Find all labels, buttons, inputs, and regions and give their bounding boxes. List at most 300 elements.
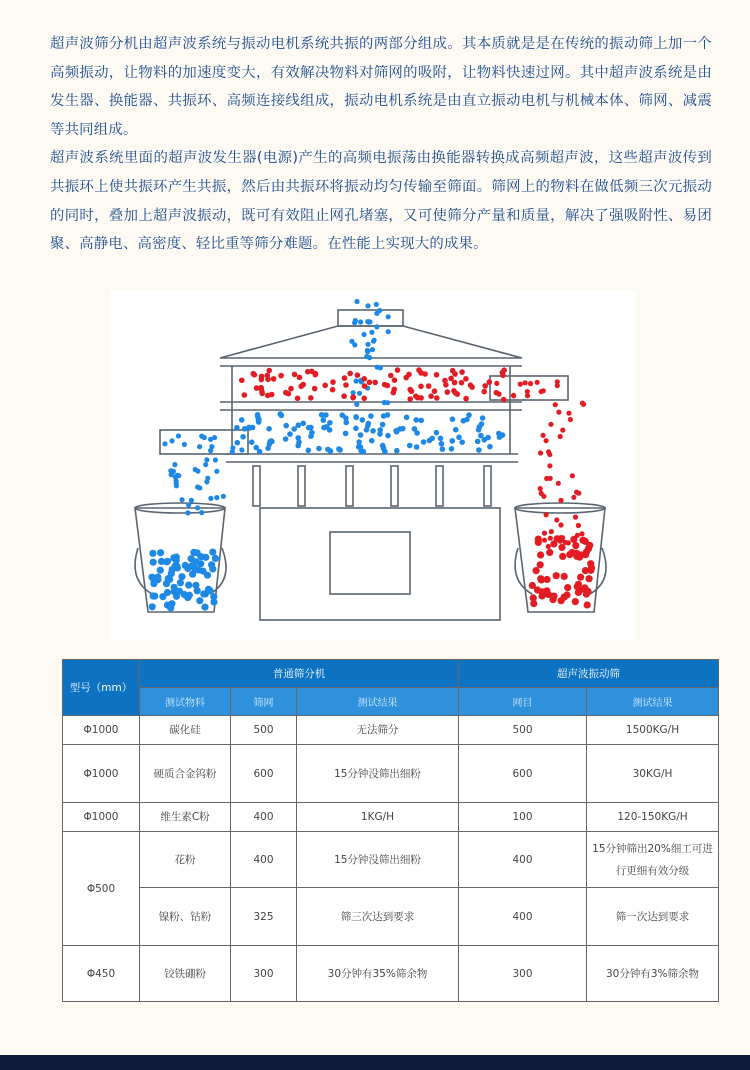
result-cell: 30分钟有35%筛余物 xyxy=(297,946,459,1002)
particle xyxy=(587,567,594,574)
particle xyxy=(370,428,376,434)
particle xyxy=(482,383,488,389)
particle xyxy=(322,383,328,389)
particle xyxy=(214,495,219,500)
particle xyxy=(553,402,558,407)
particle xyxy=(362,383,368,389)
particle xyxy=(234,425,240,431)
particle xyxy=(151,593,158,600)
particle xyxy=(369,330,374,335)
particle xyxy=(354,402,359,407)
particle xyxy=(539,491,544,496)
particle xyxy=(558,434,563,439)
particle xyxy=(480,415,486,421)
material-cell: 硬质合金钨粉 xyxy=(140,745,231,803)
particle xyxy=(283,423,289,429)
particle xyxy=(171,469,176,474)
model-cell: Φ1000 xyxy=(63,803,140,832)
particle xyxy=(450,438,456,444)
comparison-table xyxy=(62,659,719,1002)
particle xyxy=(356,444,362,450)
particle xyxy=(558,522,563,527)
particle xyxy=(539,592,546,599)
particle xyxy=(353,426,359,432)
particle xyxy=(192,582,199,589)
particle xyxy=(343,431,349,437)
material-cell: 铰铁硼粉 xyxy=(140,946,231,1002)
particle xyxy=(546,549,553,556)
particle xyxy=(176,433,181,438)
particle xyxy=(239,378,245,384)
particle xyxy=(550,593,557,600)
particle xyxy=(463,396,469,402)
particle xyxy=(306,448,312,454)
particle xyxy=(538,486,543,491)
particle xyxy=(259,391,265,397)
particle xyxy=(555,383,560,388)
particle xyxy=(445,389,451,395)
particle xyxy=(586,575,593,582)
particle xyxy=(189,498,194,503)
particle xyxy=(204,457,209,462)
particle xyxy=(571,495,576,500)
particle xyxy=(535,539,542,546)
particle xyxy=(380,422,386,428)
particle xyxy=(172,562,179,569)
particle xyxy=(497,392,502,397)
particle xyxy=(246,425,252,431)
particle xyxy=(295,435,301,441)
particle xyxy=(456,435,462,441)
particle xyxy=(544,476,549,481)
particle xyxy=(355,372,361,378)
particle xyxy=(362,376,368,382)
particle xyxy=(525,393,530,398)
particle xyxy=(586,542,593,549)
sieve-illustration xyxy=(110,290,636,640)
particle xyxy=(392,377,398,383)
particle xyxy=(266,368,272,374)
particle xyxy=(494,381,499,386)
particle xyxy=(364,354,369,359)
particle xyxy=(213,457,218,462)
particle xyxy=(572,598,579,605)
particle xyxy=(541,433,546,438)
particle xyxy=(366,319,371,324)
particle xyxy=(249,439,255,445)
particle xyxy=(404,415,410,421)
particle xyxy=(579,531,584,536)
ultrasonic-mesh-cell: 300 xyxy=(459,946,587,1002)
particle xyxy=(178,573,185,580)
particle xyxy=(365,342,370,347)
particle xyxy=(450,368,456,374)
particle xyxy=(186,502,191,507)
particle xyxy=(197,444,202,449)
particle xyxy=(418,395,424,401)
footer-bar xyxy=(0,1055,750,1070)
particle xyxy=(171,588,178,595)
particle xyxy=(581,402,586,407)
particle xyxy=(382,382,388,388)
result-cell: 无法筛分 xyxy=(297,716,459,745)
particle xyxy=(288,386,294,392)
particle xyxy=(256,417,262,423)
particle xyxy=(354,299,359,304)
model-cell: Φ1000 xyxy=(63,745,140,803)
particle xyxy=(395,367,401,373)
result-cell: 筛三次达到要求 xyxy=(297,888,459,946)
mesh-cell: 600 xyxy=(231,745,297,803)
model-header: 型号（mm） xyxy=(63,660,140,716)
particle xyxy=(568,417,573,422)
particle xyxy=(553,572,560,579)
particle xyxy=(283,390,289,396)
particle xyxy=(529,582,536,589)
particle xyxy=(414,444,420,450)
sieve-diagram xyxy=(110,290,636,640)
model-cell: Φ500 xyxy=(63,832,140,946)
table-row xyxy=(63,832,719,888)
particle xyxy=(254,385,260,391)
particle xyxy=(308,425,314,431)
normal-sieve-header: 普通筛分机 xyxy=(140,660,459,688)
particle xyxy=(292,372,298,378)
particle xyxy=(564,584,571,591)
material-cell: 镍粉、钴粉 xyxy=(140,888,231,946)
particle xyxy=(194,549,201,556)
coarse-particles xyxy=(239,367,595,608)
particle xyxy=(487,379,493,385)
particle xyxy=(185,582,192,589)
particle xyxy=(344,420,350,426)
particle xyxy=(308,395,314,401)
particle xyxy=(563,591,570,598)
particle xyxy=(357,391,362,396)
particle xyxy=(370,347,375,352)
particle xyxy=(199,510,204,515)
particle xyxy=(556,481,561,486)
particle xyxy=(239,417,245,423)
particle xyxy=(265,373,271,379)
particle xyxy=(570,473,575,478)
particle xyxy=(287,431,293,437)
particle xyxy=(418,418,424,424)
particle xyxy=(239,447,244,452)
particle xyxy=(407,443,413,449)
particle xyxy=(354,378,359,383)
particle xyxy=(185,510,190,515)
particle xyxy=(559,553,566,560)
particle xyxy=(362,332,367,337)
ultrasonic-mesh-cell: 600 xyxy=(459,745,587,803)
particle xyxy=(157,567,164,574)
particle xyxy=(538,576,545,583)
particle xyxy=(209,565,216,572)
particle xyxy=(392,387,398,393)
particle xyxy=(316,446,322,452)
particle xyxy=(347,371,353,377)
ultrasonic-mesh-cell: 400 xyxy=(459,888,587,946)
particle xyxy=(177,579,184,586)
particle xyxy=(459,439,465,445)
particle xyxy=(500,373,506,379)
particle xyxy=(566,551,573,558)
particle xyxy=(451,388,457,394)
particle xyxy=(452,380,458,386)
ultrasonic-mesh-cell: 100 xyxy=(459,803,587,832)
particle xyxy=(365,303,370,308)
particle xyxy=(539,389,544,394)
particle xyxy=(579,537,586,544)
particle xyxy=(533,567,540,574)
particle xyxy=(478,433,484,439)
particle xyxy=(212,555,219,562)
particle xyxy=(312,386,318,392)
ultrasonic-sieve-header: 超声波振动筛 xyxy=(459,660,719,688)
particle xyxy=(413,393,419,399)
particle xyxy=(203,462,208,467)
particle xyxy=(350,395,356,401)
particle xyxy=(184,565,191,572)
particle xyxy=(212,435,217,440)
particle xyxy=(195,484,200,489)
particle xyxy=(343,382,349,388)
particle xyxy=(149,550,156,557)
table-row xyxy=(63,745,719,803)
particle xyxy=(584,601,591,608)
particle xyxy=(537,561,544,568)
ultrasonic-result-header: 测试结果 xyxy=(587,688,719,716)
particle xyxy=(209,549,216,556)
material-cell: 花粉 xyxy=(140,832,231,888)
particle xyxy=(582,551,589,558)
model-cell: Φ450 xyxy=(63,946,140,1002)
particle xyxy=(557,535,564,542)
particle xyxy=(485,435,491,441)
particle xyxy=(518,382,523,387)
particle xyxy=(501,397,507,403)
particle xyxy=(400,426,406,432)
particle xyxy=(300,421,306,427)
particle xyxy=(269,438,275,444)
particle xyxy=(374,302,379,307)
machine-base xyxy=(260,508,500,620)
particle xyxy=(360,417,366,423)
particle xyxy=(208,448,213,453)
particle xyxy=(481,389,487,395)
table-row xyxy=(63,946,719,1002)
ultrasonic-result-cell: 1500KG/H xyxy=(587,716,719,745)
mesh-cell: 400 xyxy=(231,832,297,888)
particle xyxy=(210,598,217,605)
particle xyxy=(365,423,371,429)
particle xyxy=(297,375,303,381)
particle xyxy=(330,379,336,385)
particle xyxy=(291,426,297,432)
result-cell: 1KG/H xyxy=(297,803,459,832)
particle xyxy=(575,589,582,596)
particle xyxy=(537,551,544,558)
particle xyxy=(158,558,165,565)
particle xyxy=(349,339,354,344)
particle xyxy=(242,392,248,398)
particle xyxy=(157,549,164,556)
particle xyxy=(409,389,415,395)
particle xyxy=(269,392,275,398)
mesh-header: 筛网 xyxy=(231,688,297,716)
particle xyxy=(549,529,554,534)
particle xyxy=(266,426,272,432)
particle xyxy=(426,383,432,389)
particle xyxy=(369,438,375,444)
particle xyxy=(385,433,391,439)
particle xyxy=(150,580,157,587)
table-row xyxy=(63,716,719,745)
particle xyxy=(195,505,200,510)
particle xyxy=(296,422,302,428)
mesh-cell: 300 xyxy=(231,946,297,1002)
ultrasonic-mesh-header: 网目 xyxy=(459,688,587,716)
particle xyxy=(459,369,465,375)
particle xyxy=(170,554,177,561)
particle xyxy=(570,536,577,543)
particle xyxy=(434,395,440,401)
particle xyxy=(330,387,336,393)
particle xyxy=(192,558,199,565)
particle xyxy=(150,559,157,566)
particle xyxy=(180,497,185,502)
particle xyxy=(193,467,198,472)
material-cell: 维生素C粉 xyxy=(140,803,231,832)
particle xyxy=(283,436,289,442)
result-cell: 15分钟没筛出细粉 xyxy=(297,745,459,803)
particle xyxy=(361,449,367,455)
particle xyxy=(377,431,383,437)
particle xyxy=(576,491,581,496)
ultrasonic-mesh-cell: 500 xyxy=(459,716,587,745)
particle xyxy=(208,496,213,501)
particle xyxy=(558,544,565,551)
particle xyxy=(184,594,191,601)
particle xyxy=(468,382,474,388)
particle xyxy=(368,413,374,419)
particle xyxy=(202,554,209,561)
test-result-header: 测试结果 xyxy=(297,688,459,716)
ultrasonic-result-cell: 筛一次达到要求 xyxy=(587,888,719,946)
motor-window xyxy=(330,532,410,594)
intro-text xyxy=(50,30,712,259)
particle xyxy=(418,384,424,390)
particle xyxy=(558,597,565,604)
particle xyxy=(199,434,204,439)
particle xyxy=(538,450,543,455)
particle xyxy=(416,367,422,373)
particle xyxy=(336,446,342,452)
particle xyxy=(271,376,277,382)
particle xyxy=(170,438,175,443)
particle xyxy=(230,445,235,450)
particle xyxy=(576,523,581,528)
particle xyxy=(235,440,241,446)
particle xyxy=(463,376,469,382)
particle xyxy=(475,439,481,445)
particle xyxy=(323,412,329,418)
particle xyxy=(523,380,528,385)
particle xyxy=(394,448,400,454)
particle xyxy=(377,308,382,313)
particle xyxy=(449,446,455,452)
particle xyxy=(166,576,173,583)
particle xyxy=(487,444,493,450)
particle xyxy=(182,442,187,447)
particle xyxy=(573,515,578,520)
result-cell: 15分钟没筛出细粉 xyxy=(297,832,459,888)
particle xyxy=(403,375,409,381)
particle xyxy=(577,574,584,581)
particle xyxy=(558,498,563,503)
particle xyxy=(434,372,440,378)
particle xyxy=(328,448,334,454)
particle xyxy=(253,445,259,451)
particle xyxy=(251,371,257,377)
particle xyxy=(196,597,203,604)
particle xyxy=(443,382,449,388)
ultrasonic-result-cell: 15分钟筛出20%细工可进行更细有效分级 xyxy=(587,832,719,888)
test-material-header: 测试物料 xyxy=(140,688,231,716)
particle xyxy=(386,329,391,334)
particle xyxy=(428,393,434,399)
particle xyxy=(438,436,444,442)
particle xyxy=(375,365,380,370)
particle xyxy=(298,384,304,390)
ultrasonic-result-cell: 30分钟有3%筛余物 xyxy=(587,946,719,1002)
particle xyxy=(566,411,571,416)
particle xyxy=(548,536,553,541)
particle xyxy=(308,433,314,439)
particle xyxy=(530,594,537,601)
particle xyxy=(382,449,388,455)
intro-paragraph-1: 超声波筛分机由超声波系统与振动电机系统共振的两部分组成。其本质就是是在传统的振动筛上加一个高频振动，让物料的加速度变大，有效解决物料对筛网的吸附，让物料快速过网。其中超声波系统是由发生器、换能器、共振环、高频连接线组成，振动电机系统是由直立振动电机与机械本体、筛网、减震等共同组成。 xyxy=(50,36,712,138)
particle xyxy=(476,447,482,453)
particle xyxy=(413,417,419,423)
particle xyxy=(295,396,301,402)
particle xyxy=(353,318,358,323)
particle xyxy=(168,600,175,607)
table-row xyxy=(63,888,719,946)
particle xyxy=(544,512,549,517)
particle xyxy=(372,380,378,386)
particle xyxy=(466,412,472,418)
particle xyxy=(367,380,373,386)
particle xyxy=(546,544,551,549)
particle xyxy=(358,319,363,324)
particle xyxy=(511,393,516,398)
ultrasonic-result-cell: 120-150KG/H xyxy=(587,803,719,832)
particle xyxy=(453,427,459,433)
particle xyxy=(341,393,347,399)
particle xyxy=(381,413,387,419)
particle xyxy=(386,314,391,319)
particle xyxy=(221,494,226,499)
particle xyxy=(354,415,360,421)
particle xyxy=(561,573,568,580)
particle xyxy=(528,381,533,386)
particle xyxy=(278,411,284,417)
particle xyxy=(477,424,483,430)
particle xyxy=(265,445,271,451)
particle xyxy=(192,565,199,572)
